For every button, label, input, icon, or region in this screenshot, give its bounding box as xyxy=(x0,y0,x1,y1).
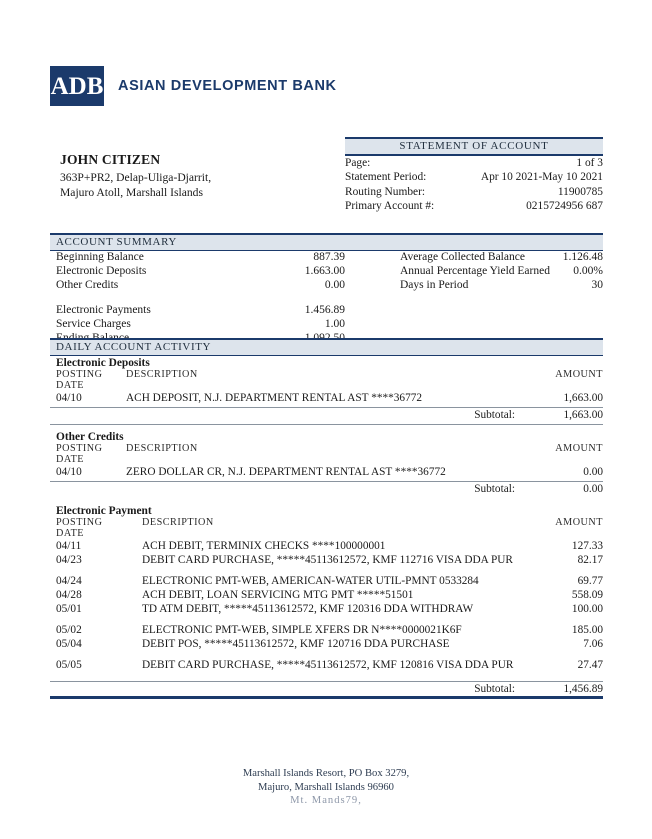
transaction-description: ELECTRONIC PMT-WEB, AMERICAN-WATER UTIL-PMNT 0533284 xyxy=(142,575,479,587)
transaction-description: DEBIT CARD PURCHASE, *****45113612572, KMF 112716 VISA DDA PUR xyxy=(142,554,513,566)
activity-group xyxy=(50,429,603,496)
daily-activity-band xyxy=(50,338,603,356)
statement-meta-value: 0215724956 687 xyxy=(526,200,603,213)
table-row xyxy=(50,623,603,637)
transaction-description: DEBIT CARD PURCHASE, *****45113612572, KMF 120816 VISA DDA PUR xyxy=(142,659,514,671)
column-header-date: POSTING DATE xyxy=(56,443,103,465)
row-gap xyxy=(50,567,603,574)
transaction-amount: 82.17 xyxy=(577,554,603,566)
activity-closing-rule xyxy=(50,696,603,699)
group-title: Electronic Payment xyxy=(56,505,152,517)
summary-row xyxy=(50,264,603,278)
customer-name: JOHN CITIZEN xyxy=(60,152,161,167)
table-row xyxy=(50,602,603,616)
bank-name: ASIAN DEVELOPMENT BANK xyxy=(118,78,337,94)
transaction-amount: 1,663.00 xyxy=(563,392,603,404)
statement-meta-row xyxy=(345,156,603,171)
summary-right-label: Average Collected Balance xyxy=(400,251,525,263)
summary-left-label: Service Charges xyxy=(56,318,131,330)
bank-logo-header xyxy=(50,66,337,106)
statement-meta-row xyxy=(345,199,603,214)
transaction-date: 04/10 xyxy=(56,392,82,404)
statement-of-account-title: STATEMENT OF ACCOUNT xyxy=(345,139,603,154)
summary-right-value: 30 xyxy=(591,279,603,291)
summary-left-value: 887.39 xyxy=(313,251,345,263)
table-row xyxy=(50,588,603,602)
transaction-description: DEBIT POS, *****45113612572, KMF 120716 DDA PURCHASE xyxy=(142,638,450,650)
table-row xyxy=(50,637,603,651)
transaction-description: ACH DEBIT, LOAN SERVICING MTG PMT *****51501 xyxy=(142,589,414,601)
transaction-description: TD ATM DEBIT, *****45113612572, KMF 120316 DDA WITHDRAW xyxy=(142,603,474,615)
column-header-description: DESCRIPTION xyxy=(126,443,198,454)
group-gap xyxy=(50,496,603,503)
transaction-description: ACH DEPOSIT, N.J. DEPARTMENT RENTAL AST ****36772 xyxy=(126,392,423,404)
summary-right-value: 1.126.48 xyxy=(562,251,603,263)
transaction-date: 05/04 xyxy=(56,638,82,650)
transaction-description: ACH DEBIT, TERMINIX CHECKS ****100000001 xyxy=(142,540,386,552)
row-gap xyxy=(50,672,603,679)
adb-logo-text: ADB xyxy=(50,72,104,100)
customer-address-block xyxy=(60,152,211,201)
transaction-date: 04/24 xyxy=(56,575,82,587)
subtotal-spacer xyxy=(56,408,370,422)
adb-logo-mark xyxy=(50,66,104,106)
transaction-date: 04/11 xyxy=(56,540,82,552)
summary-left-label: Other Credits xyxy=(56,279,119,291)
account-summary-table xyxy=(50,250,603,345)
subtotal-row xyxy=(50,408,603,422)
customer-address-line-1: 363P+PR2, Delap-Uliga-Djarrit, xyxy=(60,170,212,184)
transaction-description: ZERO DOLLAR CR, N.J. DEPARTMENT RENTAL AST ****36772 xyxy=(126,466,446,478)
transaction-amount: 27.47 xyxy=(577,659,603,671)
transaction-amount: 69.77 xyxy=(577,575,603,587)
summary-gap xyxy=(345,278,400,292)
footer-line-3: Mt. Mands79, xyxy=(290,795,362,806)
summary-row xyxy=(50,250,603,264)
column-header-amount: AMOUNT xyxy=(555,369,603,380)
summary-left-value: 1.456.89 xyxy=(304,304,345,316)
transaction-amount: 0.00 xyxy=(583,466,603,478)
column-header-date: POSTING DATE xyxy=(56,517,103,539)
subtotal-label: Subtotal: xyxy=(474,483,515,495)
subtotal-spacer xyxy=(56,682,370,696)
table-row xyxy=(50,574,603,588)
footer-line-1: Marshall Islands Resort, PO Box 3279, xyxy=(242,768,410,779)
summary-row xyxy=(50,317,603,331)
transaction-date: 04/10 xyxy=(56,466,82,478)
footer-address-block xyxy=(0,767,652,808)
statement-meta-label: Primary Account #: xyxy=(345,200,435,213)
table-row xyxy=(50,391,603,405)
transaction-amount: 7.06 xyxy=(583,638,603,650)
column-header-amount: AMOUNT xyxy=(555,517,603,528)
summary-gap xyxy=(345,264,400,278)
activity-group xyxy=(50,503,603,699)
column-header-description: DESCRIPTION xyxy=(142,517,214,528)
transaction-date: 05/01 xyxy=(56,603,82,615)
table-row xyxy=(50,539,603,553)
summary-left-label: Electronic Deposits xyxy=(56,265,147,277)
summary-right-label: Annual Percentage Yield Earned xyxy=(400,265,550,277)
transaction-amount: 558.09 xyxy=(571,589,603,601)
statement-meta-label: Routing Number: xyxy=(345,185,426,198)
summary-row xyxy=(50,278,603,292)
statement-meta-label: Page: xyxy=(345,156,371,169)
row-gap xyxy=(50,616,603,623)
footer-line-2: Majuro, Marshall Islands 96960 xyxy=(258,781,394,793)
subtotal-label: Subtotal: xyxy=(474,409,515,421)
column-headers xyxy=(50,443,603,465)
transaction-amount: 100.00 xyxy=(571,603,603,615)
statement-meta-value: 1 of 3 xyxy=(576,156,603,169)
summary-row xyxy=(50,303,603,317)
group-title: Other Credits xyxy=(56,431,124,443)
subtotal-spacer xyxy=(56,482,370,496)
statement-meta-value: Apr 10 2021-May 10 2021 xyxy=(480,171,603,184)
summary-right-label: Days in Period xyxy=(400,279,469,291)
summary-left-value: 0.00 xyxy=(324,279,345,291)
subtotal-amount: 1,456.89 xyxy=(563,683,603,695)
table-row xyxy=(50,553,603,567)
summary-left-value: 1.663.00 xyxy=(304,265,345,277)
account-summary-band xyxy=(50,233,603,251)
summary-right-value: 0.00% xyxy=(573,265,603,277)
statement-meta-label: Statement Period: xyxy=(345,171,427,184)
column-headers xyxy=(50,369,603,391)
subtotal-row xyxy=(50,682,603,696)
activity-tables xyxy=(50,355,603,699)
row-gap xyxy=(50,651,603,658)
daily-activity-title: DAILY ACCOUNT ACTIVITY xyxy=(50,340,603,355)
activity-group xyxy=(50,355,603,425)
subtotal-row xyxy=(50,482,603,496)
subtotal-amount: 0.00 xyxy=(583,483,603,495)
statement-of-account-panel xyxy=(345,137,603,214)
summary-left-label: Beginning Balance xyxy=(56,251,144,263)
column-header-date: POSTING DATE xyxy=(56,369,103,391)
table-row xyxy=(50,658,603,672)
statement-meta-row xyxy=(345,185,603,200)
summary-spacer xyxy=(50,292,603,303)
account-summary-title: ACCOUNT SUMMARY xyxy=(50,235,603,250)
table-row xyxy=(50,465,603,479)
subtotal-amount: 1,663.00 xyxy=(563,409,603,421)
transaction-amount: 127.33 xyxy=(571,540,603,552)
statement-meta-value: 11900785 xyxy=(557,185,603,198)
summary-left-value: 1.00 xyxy=(324,318,345,330)
transaction-date: 05/05 xyxy=(56,659,82,671)
transaction-date: 04/23 xyxy=(56,554,82,566)
transaction-amount: 185.00 xyxy=(571,624,603,636)
group-title: Electronic Deposits xyxy=(56,357,150,369)
transaction-description: ELECTRONIC PMT-WEB, SIMPLE XFERS DR N****0000021K6F xyxy=(142,624,462,636)
subtotal-label: Subtotal: xyxy=(474,683,515,695)
summary-left-label: Electronic Payments xyxy=(56,304,151,316)
customer-address-line-2: Majuro Atoll, Marshall Islands xyxy=(60,186,203,199)
transaction-date: 05/02 xyxy=(56,624,82,636)
column-headers xyxy=(50,517,603,539)
statement-meta-row xyxy=(345,170,603,185)
summary-gap xyxy=(345,250,400,264)
transaction-date: 04/28 xyxy=(56,589,82,601)
column-header-amount: AMOUNT xyxy=(555,443,603,454)
column-header-description: DESCRIPTION xyxy=(126,369,198,380)
